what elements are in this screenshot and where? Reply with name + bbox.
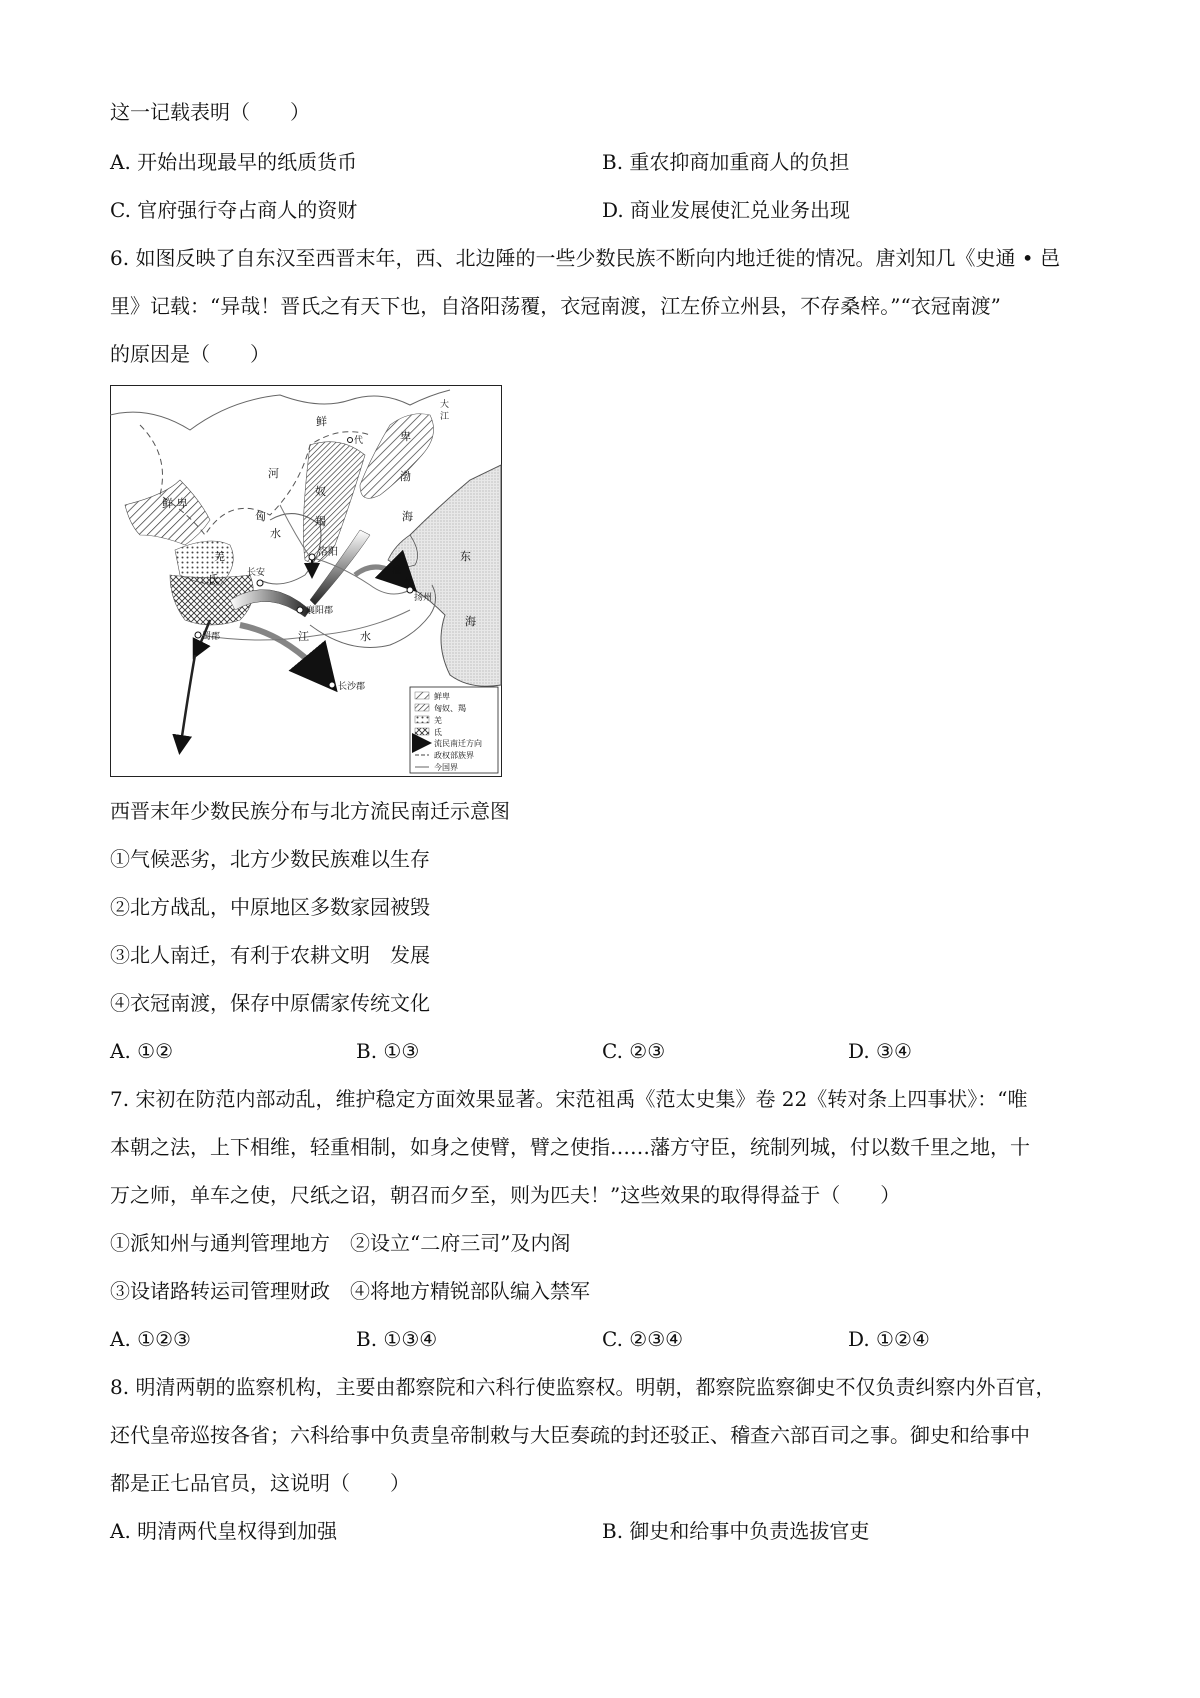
label-shui3: 水 (360, 630, 371, 643)
city-marker-xiangyang (297, 607, 303, 613)
q7-stem-line-1: 7. 宋初在防范内部动乱，维护稳定方面效果显著。宋范祖禹《范太史集》卷 22《转对条上四事状》：“唯 (110, 1087, 1028, 1111)
label-luoyang: 洛阳 (318, 547, 338, 558)
q5-option-c: C. 官府强行夺占商人的资财 (110, 198, 358, 222)
q7-items-line-1: ①派知州与通判管理地方 ②设立“二府三司”及内阁 (110, 1231, 571, 1255)
label-hai: 海 (402, 510, 413, 523)
q7-items-line-2: ③设诸路转运司管理财政 ④将地方精锐部队编入禁军 (110, 1279, 590, 1303)
q6-stem-line-1: 6. 如图反映了自东汉至西晋末年，西、北边陲的一些少数民族不断向内地迁徙的情况。唐刘知几《史通 • 邑 (110, 246, 1060, 270)
label-xianbei-ne-2: 卑 (400, 430, 411, 443)
label-xianbei-w: 鲜 卑 (162, 497, 188, 510)
q6-option-b: B. ①③ (356, 1039, 420, 1063)
city-marker-changan (257, 580, 263, 586)
label-jie: 羯 (315, 515, 326, 528)
label-xiongnu-2: 奴 (315, 485, 326, 498)
q6-option-a: A. ①② (110, 1039, 174, 1063)
q6-option-d: D. ③④ (848, 1039, 912, 1063)
q6-item-2: ②北方战乱，中原地区多数家园被毁 (110, 895, 430, 919)
label-qiang: 羌 (214, 550, 225, 563)
q5-option-a: A. 开始出现最早的纸质货币 (110, 150, 358, 174)
label-di: 氐 (208, 573, 219, 586)
map-legend (410, 687, 498, 773)
q6-item-3: ③北人南迁，有利于农耕文明 发展 (110, 943, 430, 967)
q6-item-4: ④衣冠南渡，保存中原儒家传统文化 (110, 991, 430, 1015)
q6-stem-line-3: 的原因是（ ） (110, 342, 270, 366)
q8-stem-line-3: 都是正七品官员，这说明（ ） (110, 1471, 410, 1495)
q7-stem-line-2: 本朝之法，上下相维，轻重相制，如身之使臂，臂之使指……藩方守臣，统制列城，付以数千里之地，十 (110, 1135, 1030, 1159)
legend-xianbei: 鲜卑 (434, 692, 450, 701)
q6-option-c: C. ②③ (602, 1039, 666, 1063)
legend-di: 氐 (434, 728, 442, 737)
label-yangzhou: 扬州 (414, 593, 433, 603)
q6-stem-line-2: 里》记载：“异哉！晋氏之有天下也，自洛阳荡覆，衣冠南渡，江左侨立州县，不存桑梓。”“衣冠南渡” (110, 294, 1001, 318)
q8-option-b: B. 御史和给事中负责选拔官吏 (602, 1519, 870, 1543)
q8-stem-line-2: 还代皇帝巡按各省；六科给事中负责皇帝制敕与大臣奏疏的封还驳正、稽查六部百司之事。御史和给事中 (110, 1423, 1030, 1447)
q8-option-a: A. 明清两代皇权得到加强 (110, 1519, 338, 1543)
label-xianbei-ne-1: 鲜 (316, 415, 327, 428)
label-jiang: 江 (298, 630, 309, 643)
label-dajiang-2: 江 (440, 412, 450, 422)
q7-stem-line-3: 万之师，单车之使，尺纸之诏，朝召而夕至，则为匹夫！”这些效果的取得得益于（ ） (110, 1183, 901, 1207)
q6-item-1: ①气候恶劣，北方少数民族难以生存 (110, 847, 430, 871)
label-shu: 蜀郡 (202, 632, 221, 642)
q7-option-a: A. ①②③ (110, 1327, 191, 1351)
q5-option-d: D. 商业发展使汇兑业务出现 (602, 198, 851, 222)
q7-option-d: D. ①②④ (848, 1327, 930, 1351)
label-shui2: 水 (402, 578, 412, 588)
label-xiangyang: 襄阳郡 (306, 606, 334, 616)
legend-xiongnu-jie: 匈奴、羯 (434, 704, 466, 713)
label-xiongnu-1: 匈 (255, 510, 266, 523)
label-huai: 淮 (392, 566, 402, 576)
label-dajiang-1: 大 (440, 400, 450, 410)
q7-option-c: C. ②③④ (602, 1327, 684, 1351)
migration-map (110, 385, 502, 777)
city-marker-changsha (329, 682, 335, 688)
legend-qiang: 羌 (434, 716, 442, 725)
label-he: 河 (268, 467, 279, 480)
legend-migration: 流民南迁方向 (434, 739, 482, 748)
label-changsha: 长沙郡 (338, 682, 366, 692)
legend-modern-border: 今国界 (434, 763, 458, 772)
q5-option-b: B. 重农抑商加重商人的负担 (602, 150, 850, 174)
city-marker-shu (195, 632, 201, 638)
q6-map-caption: 西晋末年少数民族分布与北方流民南迁示意图 (110, 799, 510, 823)
q5-stem-tail: 这一记载表明（ ） (110, 100, 310, 124)
label-dong: 东 (460, 550, 471, 563)
q8-stem-line-1: 8. 明清两朝的监察机构，主要由都察院和六科行使监察权。明朝，都察院监察御史不仅负责纠察内外百官， (110, 1375, 1056, 1399)
label-hai2: 海 (465, 615, 476, 628)
legend-regime-border: 政权部族界 (434, 751, 474, 760)
city-marker-dai (348, 438, 353, 443)
label-bo: 渤 (400, 470, 411, 483)
q7-option-b: B. ①③④ (356, 1327, 438, 1351)
label-dai: 代 (354, 436, 364, 446)
city-marker-luoyang (309, 554, 315, 560)
label-shui: 水 (270, 527, 281, 540)
label-changan: 长安 (247, 568, 266, 578)
